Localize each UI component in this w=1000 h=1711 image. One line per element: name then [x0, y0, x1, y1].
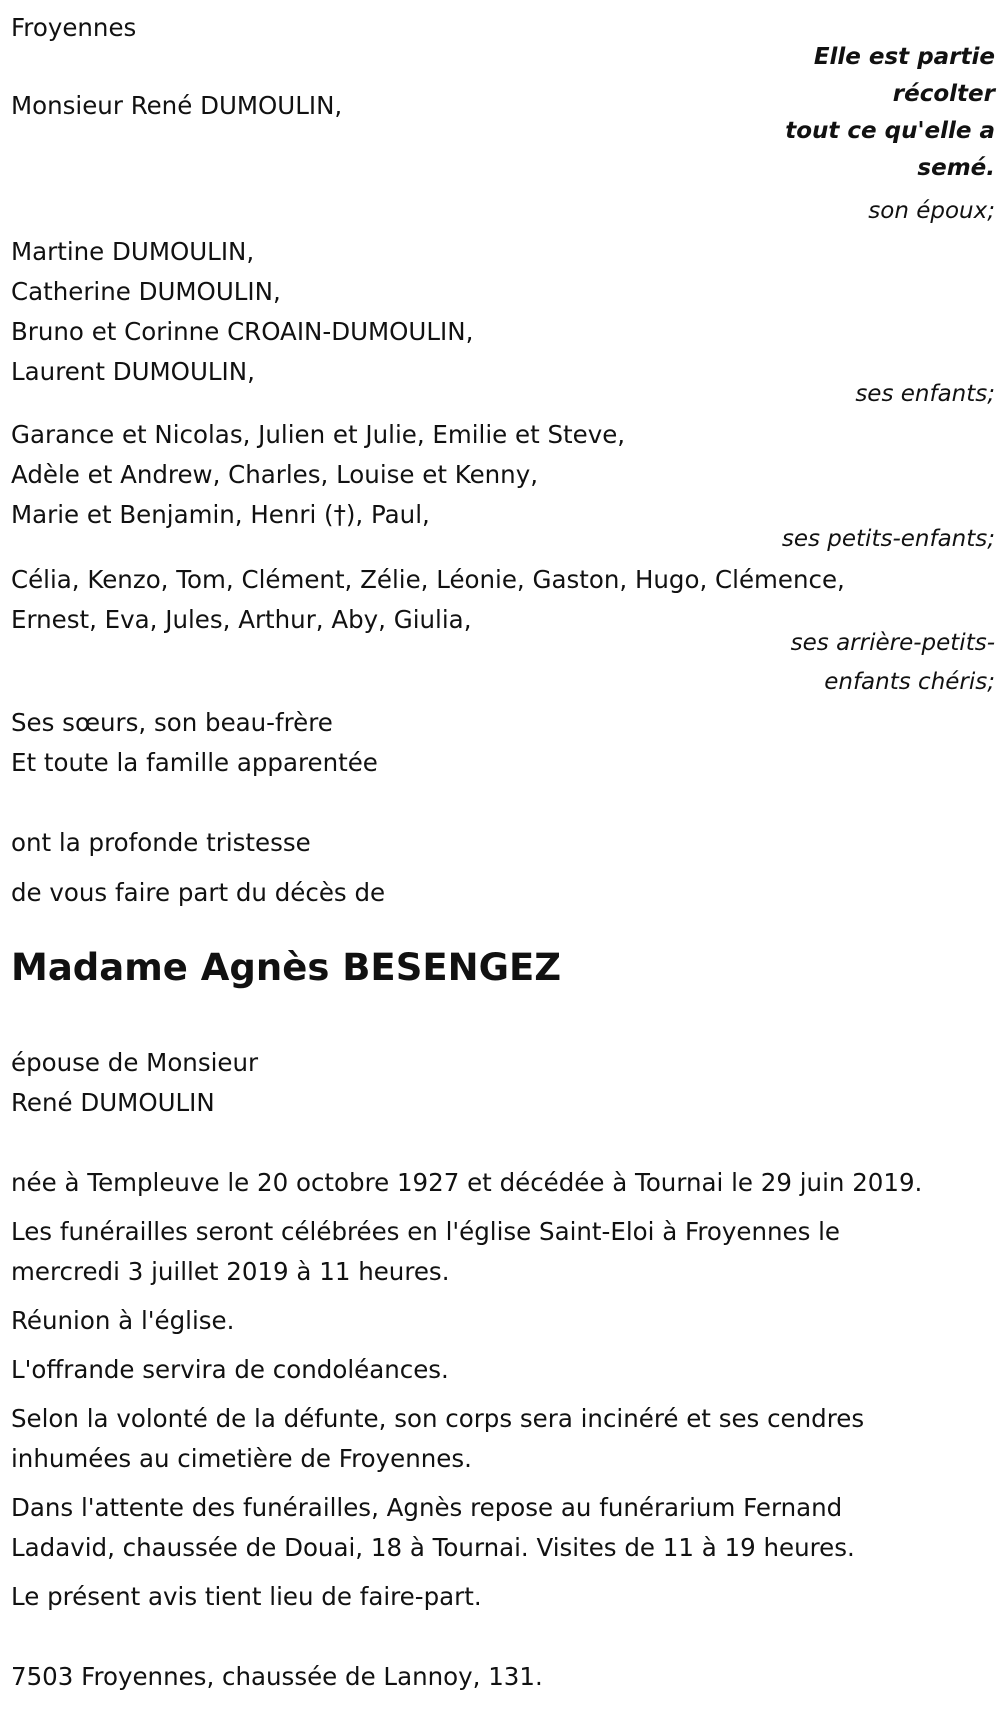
- grandchildren-line: Garance et Nicolas, Julien et Julie, Emilie et Steve,: [11, 420, 626, 449]
- child-name: Laurent DUMOULIN,: [11, 357, 255, 386]
- grandchildren-role: ses petits-enfants;: [781, 526, 995, 552]
- details-paragraph: Ladavid, chaussée de Douai, 18 à Tournai. Visites de 11 à 19 heures.: [11, 1533, 855, 1562]
- details-paragraph: mercredi 3 juillet 2019 à 11 heures.: [11, 1257, 450, 1286]
- child-name: Martine DUMOULIN,: [11, 237, 255, 266]
- details-paragraph: L'offrande servira de condoléances.: [11, 1355, 449, 1384]
- children-role: ses enfants;: [855, 381, 995, 407]
- child-name: Bruno et Corinne CROAIN-DUMOULIN,: [11, 317, 474, 346]
- great-grandchildren-line: Célia, Kenzo, Tom, Clément, Zélie, Léonie, Gaston, Hugo, Clémence,: [11, 565, 845, 594]
- details-paragraph: Dans l'attente des funérailles, Agnès repose au funérarium Fernand: [11, 1493, 843, 1522]
- quote-line: tout ce qu'elle a: [785, 118, 995, 144]
- grandchildren-line: Adèle et Andrew, Charles, Louise et Kenny,: [11, 460, 538, 489]
- quote-line: Elle est partie: [813, 44, 995, 70]
- spouse-name: Monsieur René DUMOULIN,: [11, 91, 343, 120]
- family-line: Et toute la famille apparentée: [11, 748, 378, 777]
- city-heading: Froyennes: [11, 13, 137, 42]
- address-line: 7503 Froyennes, chaussée de Lannoy, 131.: [11, 1662, 543, 1691]
- details-paragraph: Les funérailles seront célébrées en l'église Saint-Eloi à Froyennes le: [11, 1217, 841, 1246]
- details-paragraph: Réunion à l'église.: [11, 1306, 235, 1335]
- deceased-spouse-line: René DUMOULIN: [11, 1088, 215, 1117]
- spouse-role: son époux;: [868, 198, 995, 224]
- announcement-line: ont la profonde tristesse: [11, 828, 311, 857]
- announcement-line: de vous faire part du décès de: [11, 878, 386, 907]
- deceased-spouse-line: épouse de Monsieur: [11, 1048, 259, 1077]
- epitaph-quote: [785, 39, 995, 187]
- quote-line: récolter: [892, 81, 995, 107]
- deceased-name: Madame Agnès BESENGEZ: [11, 946, 562, 989]
- grandchildren-line: Marie et Benjamin, Henri (†), Paul,: [11, 500, 430, 529]
- details-paragraph: Le présent avis tient lieu de faire-part.: [11, 1582, 482, 1611]
- family-line: Ses sœurs, son beau-frère: [11, 708, 333, 737]
- details-paragraph: inhumées au cimetière de Froyennes.: [11, 1444, 472, 1473]
- details-paragraph: Selon la volonté de la défunte, son corps sera incinéré et ses cendres: [11, 1404, 865, 1433]
- great-grandchildren-role: ses arrière-petits-: [790, 630, 995, 656]
- great-grandchildren-line: Ernest, Eva, Jules, Arthur, Aby, Giulia,: [11, 605, 472, 634]
- details-paragraph: née à Templeuve le 20 octobre 1927 et décédée à Tournai le 29 juin 2019.: [11, 1168, 923, 1197]
- child-name: Catherine DUMOULIN,: [11, 277, 281, 306]
- quote-line: semé.: [917, 155, 995, 181]
- great-grandchildren-role: enfants chéris;: [824, 669, 995, 695]
